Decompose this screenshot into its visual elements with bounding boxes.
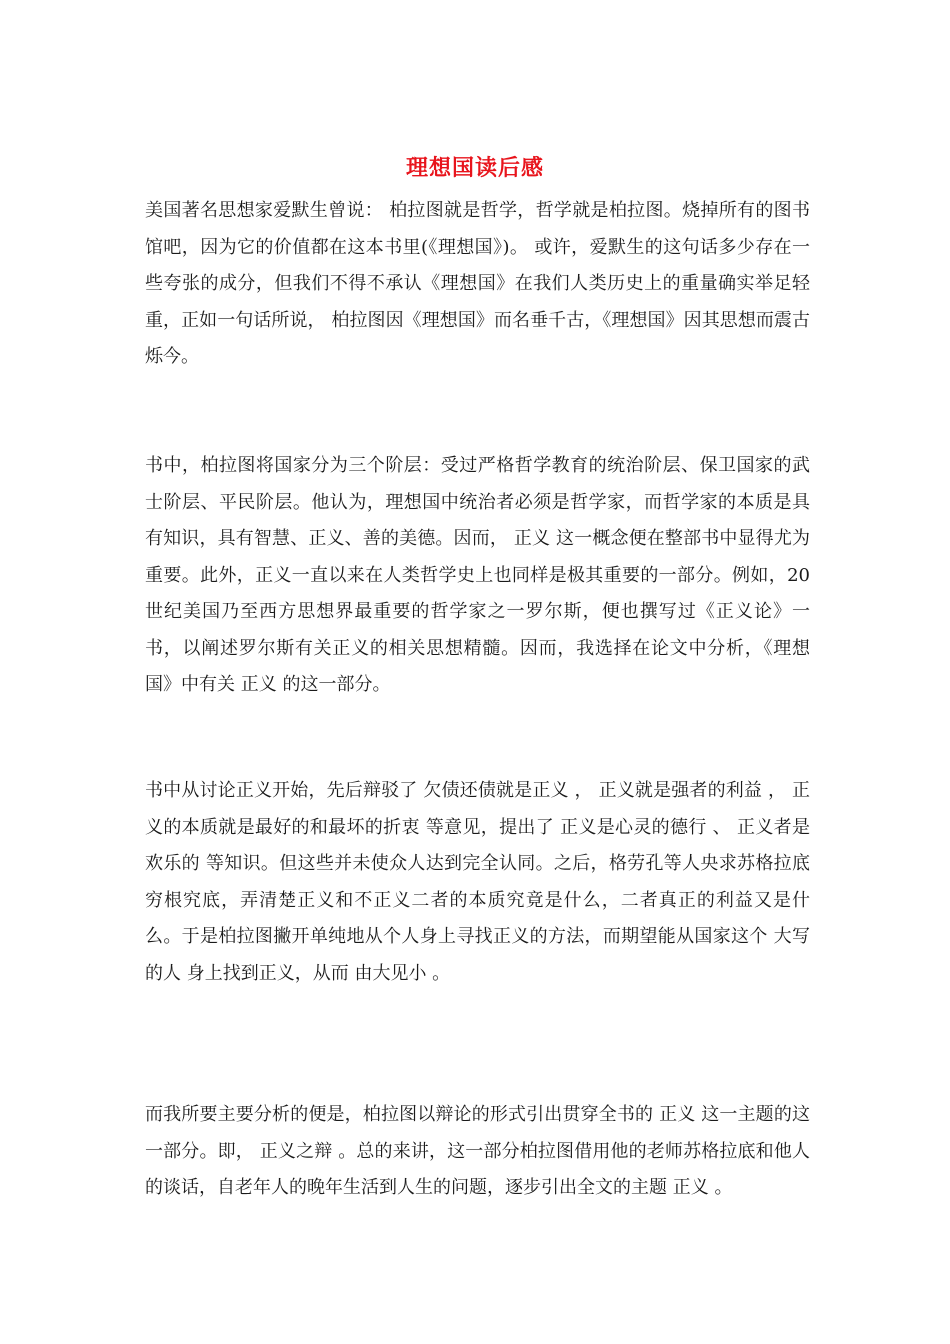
- paragraph-3: 书中从讨论正义开始，先后辩驳了 欠债还债就是正义 ， 正义就是强者的利益 ， 正义的本质就是最好的和最坏的折衷 等意见，提出了 正义是心灵的德行 、 正义者是欢乐的 等知识。但这些并未使众人达到完全认同。之后，格劳孔等人央求苏格拉底穷根究底，弄清楚正义和不正义二者的本质究竟是什么，二者真正的利益又是什么。于是柏拉图撇开单纯地从个人身上寻找正义的方法，而期望能从国家这个 大写的人 身上找到正义，从而 由大见小 。: [145, 780, 810, 984]
- paragraph-2: 书中，柏拉图将国家分为三个阶层：受过严格哲学教育的统治阶层、保卫国家的武士阶层、平民阶层。他认为，理想国中统治者必须是哲学家，而哲学家的本质是具有知识，具有智慧、正义、善的美德。因而， 正义 这一概念便在整部书中显得尤为重要。此外，正义一直以来在人类哲学史上也同样是极其重要的一部分。例如，20世纪美国乃至西方思想界最重要的哲学家之一罗尔斯，便也撰写过《正义论》一书，以阐述罗尔斯有关正义的相关思想精髓。因而，我选择在论文中分析，《理想国》中有关 正义 的这一部分。: [145, 455, 810, 695]
- paragraph-1: 美国著名思想家爱默生曾说： 柏拉图就是哲学，哲学就是柏拉图。烧掉所有的图书馆吧，因为它的价值都在这本书里(《理想国》)。 或许，爱默生的这句话多少存在一些夸张的成分，但我们不得不承认《理想国》在我们人类历史上的重量确实举足轻重，正如一句话所说， 柏拉图因《理想国》而名垂千古，《理想国》因其思想而震古烁今。: [145, 200, 810, 367]
- document-title: 理想国读后感: [405, 155, 544, 181]
- paragraph-4: 而我所要主要分析的便是，柏拉图以辩论的形式引出贯穿全书的 正义 这一主题的这一部分。即， 正义之辩 。总的来讲，这一部分柏拉图借用他的老师苏格拉底和他人的谈话，自老年人的晚年生活到人生的问题，逐步引出全文的主题 正义 。: [145, 1104, 810, 1198]
